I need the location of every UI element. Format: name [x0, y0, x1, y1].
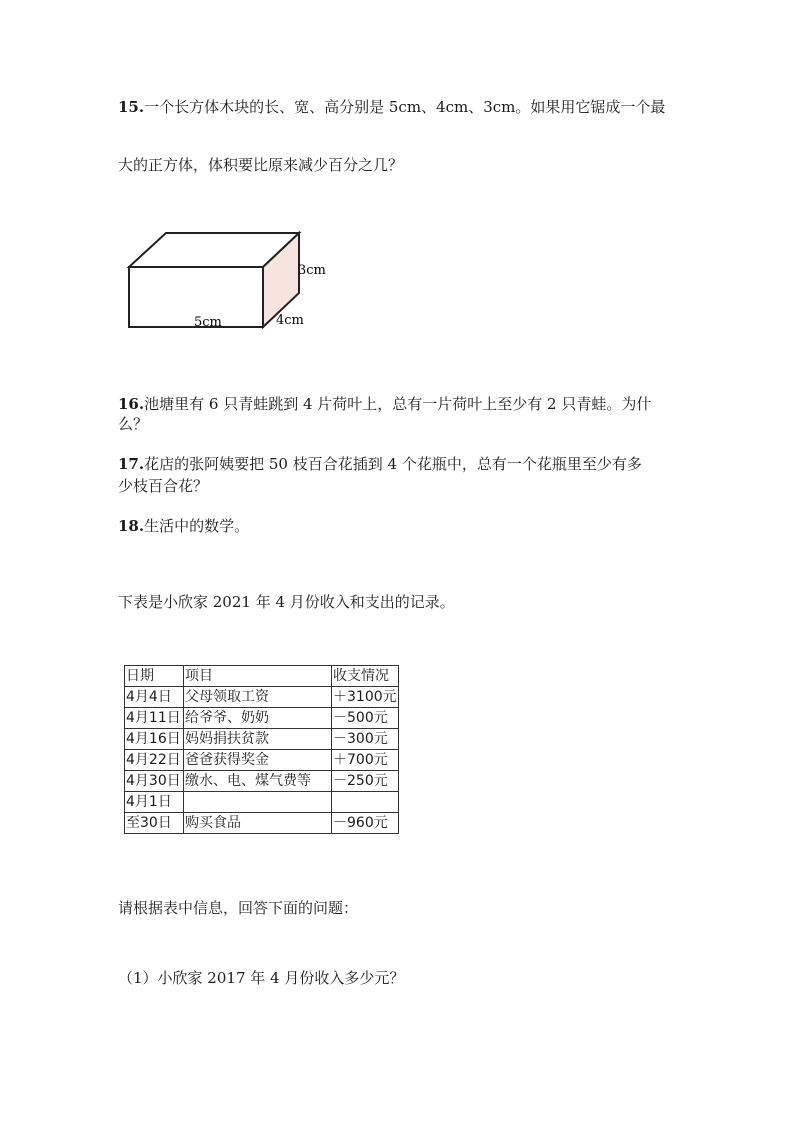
cell-item: 缴水、电、煤气费等: [184, 771, 332, 792]
cell-item: 爸爸获得奖金: [184, 750, 332, 771]
q18-line: [118, 514, 249, 538]
cell-item: 父母领取工资: [184, 687, 332, 708]
cell-item: 给爷爷、奶奶: [184, 708, 332, 729]
sub-question-1: （1）小欣家 2017 年 4 月份收入多少元？: [118, 969, 405, 987]
q17-number: 17.: [118, 455, 145, 473]
header-amount: 收支情况: [332, 666, 399, 687]
q16-text-1: 池塘里有 6 只青蛙跳到 4 片荷叶上，总有一片荷叶上至少有 2 只青蛙。为什: [144, 395, 652, 413]
cell-date: 4月30日: [125, 771, 184, 792]
cell-amount: －250元: [332, 771, 399, 792]
instruction-text: 请根据表中信息，回答下面的问题：: [118, 899, 359, 917]
q18-number: 18.: [118, 517, 145, 535]
width-label: 4cm: [276, 313, 304, 328]
q15-line1: [118, 95, 665, 119]
q17-text-1: 花店的张阿姨要把 50 枝百合花插到 4 个花瓶中，总有一个花瓶里至少有多: [144, 455, 642, 473]
cell-date: 4月11日: [125, 708, 184, 729]
q15-line2: 大的正方体，体积要比原来减少百分之几？: [118, 156, 404, 174]
table-intro: 下表是小欣家 2021 年 4 月份收入和支出的记录。: [118, 593, 455, 611]
cell-amount: －960元: [332, 813, 399, 834]
cell-item: 购买食品: [184, 813, 332, 834]
table-row: [125, 792, 399, 813]
q16-line1: [118, 392, 651, 416]
table-row: [125, 729, 399, 750]
table-row: [125, 771, 399, 792]
table-row: [125, 708, 399, 729]
cell-date: 4月22日: [125, 750, 184, 771]
cell-date: 4月1日: [125, 792, 184, 813]
q18-title: 生活中的数学。: [144, 517, 250, 535]
cell-date: 4月4日: [125, 687, 184, 708]
cell-date: 4月16日: [125, 729, 184, 750]
table-row: [125, 750, 399, 771]
cell-amount: ＋3100元: [332, 687, 399, 708]
cell-item: [184, 792, 332, 813]
cell-amount: －300元: [332, 729, 399, 750]
table-header-row: [125, 666, 399, 687]
table-row: [125, 813, 399, 834]
q17-line2: 少枝百合花？: [118, 477, 209, 495]
length-label: 5cm: [194, 315, 222, 330]
cell-date: 至30日: [125, 813, 184, 834]
q15-number: 15.: [118, 98, 145, 116]
header-date: 日期: [125, 666, 184, 687]
table-row: [125, 687, 399, 708]
cell-amount: ＋700元: [332, 750, 399, 771]
q15-text-1: 一个长方体木块的长、宽、高分别是 5cm、4cm、3cm。如果用它锯成一个最: [144, 98, 666, 116]
cuboid-figure: [126, 228, 346, 338]
cell-amount: －500元: [332, 708, 399, 729]
header-item: 项目: [184, 666, 332, 687]
q17-line1: [118, 452, 642, 476]
cell-item: 妈妈捐扶贫款: [184, 729, 332, 750]
q16-line2: 么？: [118, 415, 149, 433]
cell-amount: [332, 792, 399, 813]
height-label: 3cm: [298, 263, 326, 278]
q16-number: 16.: [118, 395, 145, 413]
income-expense-table: [124, 665, 399, 834]
